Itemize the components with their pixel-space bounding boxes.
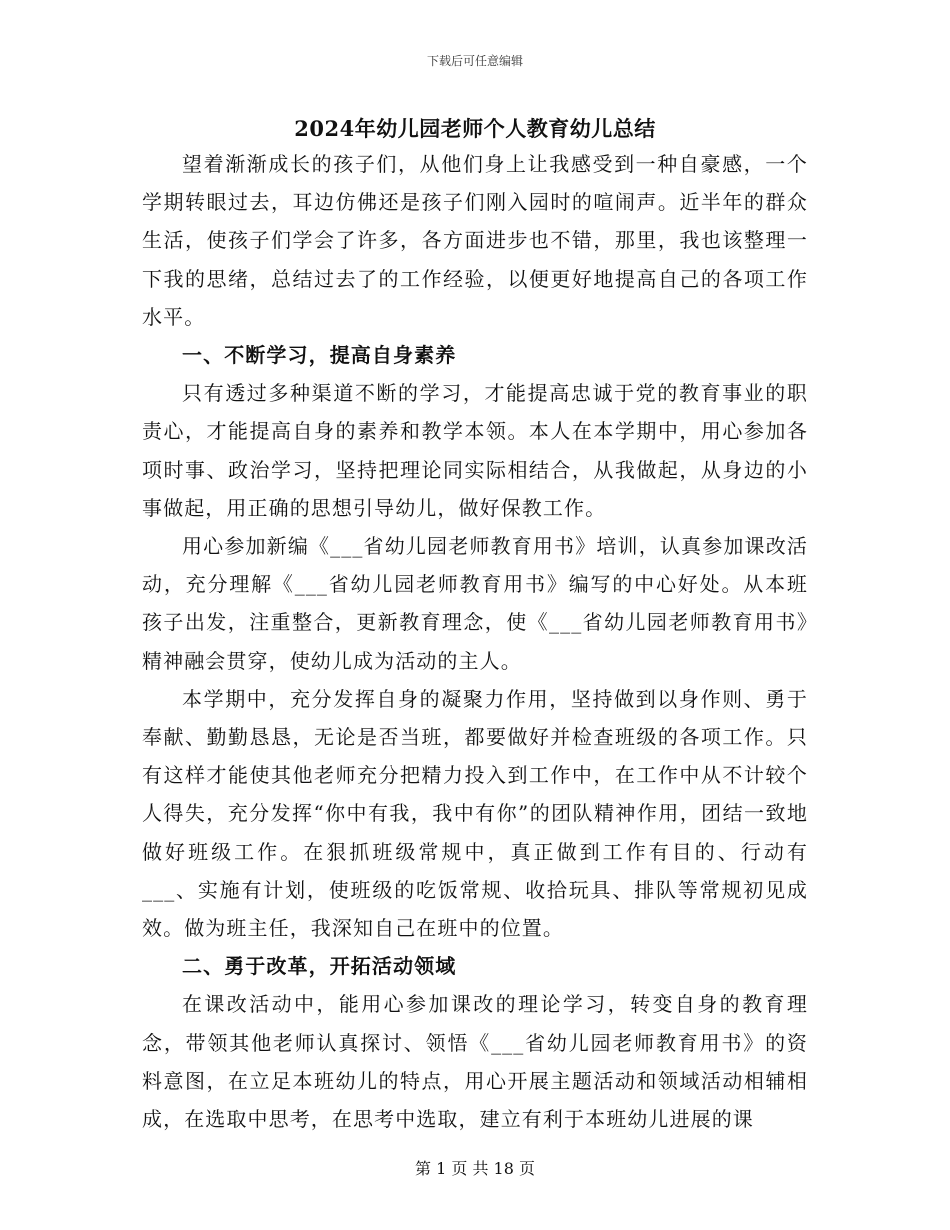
document-body — [142, 145, 808, 1138]
intro-paragraph: 望着渐渐成长的孩子们，从他们身上让我感受到一种自豪感，一个学期转眼过去，耳边仿佛还是孩子们刚入园时的喧闹声。近半年的群众生活，使孩子们学会了许多，各方面进步也不错，那里，我也该整理一下我的思绪，总结过去了的工作经验，以便更好地提高自己的各项工作水平。 — [142, 152, 808, 329]
body-paragraph: 只有透过多种渠道不断的学习，才能提高忠诚于党的教育事业的职责心，才能提高自身的素养和教学本领。本人在本学期中，用心参加各项时事、政治学习，坚持把理论同实际相结合，从我做起，从身边的小事做起，用正确的思想引导幼儿，做好保教工作。 — [142, 381, 808, 520]
document-title: 2024年幼儿园老师个人教育幼儿总结 — [294, 116, 656, 141]
section-heading-1: 一、不断学习，提高自身素养 — [182, 343, 457, 368]
body-paragraph: 用心参加新编《___省幼儿园老师教育用书》培训，认真参加课改活动，充分理解《___省幼儿园老师教育用书》编写的中心好处。从本班孩子出发，注重整合，更新教育理念，使《___省幼儿园老师教育用书》精神融会贯穿，使幼儿成为活动的主人。 — [142, 534, 808, 673]
body-paragraph: 本学期中，充分发挥自身的凝聚力作用，坚持做到以身作则、勇于奉献、勤勤恳恳，无论是否当班，都要做好并检查班级的各项工作。只有这样才能使其他老师充分把精力投入到工作中，在工作中从不计较个人得失，充分发挥“你中有我，我中有你”的团队精神作用，团结一致地做好班级工作。在狠抓班级常规中，真正做到工作有目的、行动有___、实施有计划，使班级的吃饭常规、收拾玩具、排队等常规初见成效。做为班主任，我深知自己在班中的位置。 — [142, 686, 808, 941]
section-heading-2: 二、勇于改革，开拓活动领域 — [182, 954, 457, 979]
page-number: 第 1 页 共 18 页 — [415, 1159, 535, 1178]
body-paragraph: 在课改活动中，能用心参加课改的理论学习，转变自身的教育理念，带领其他老师认真探讨、领悟《___省幼儿园老师教育用书》的资料意图，在立足本班幼儿的特点，用心开展主题活动和领域活动相辅相成，在选取中思考，在思考中选取，建立有利于本班幼儿进展的课 — [142, 992, 808, 1132]
page-header-note: 下载后可任意编辑 — [426, 54, 523, 68]
